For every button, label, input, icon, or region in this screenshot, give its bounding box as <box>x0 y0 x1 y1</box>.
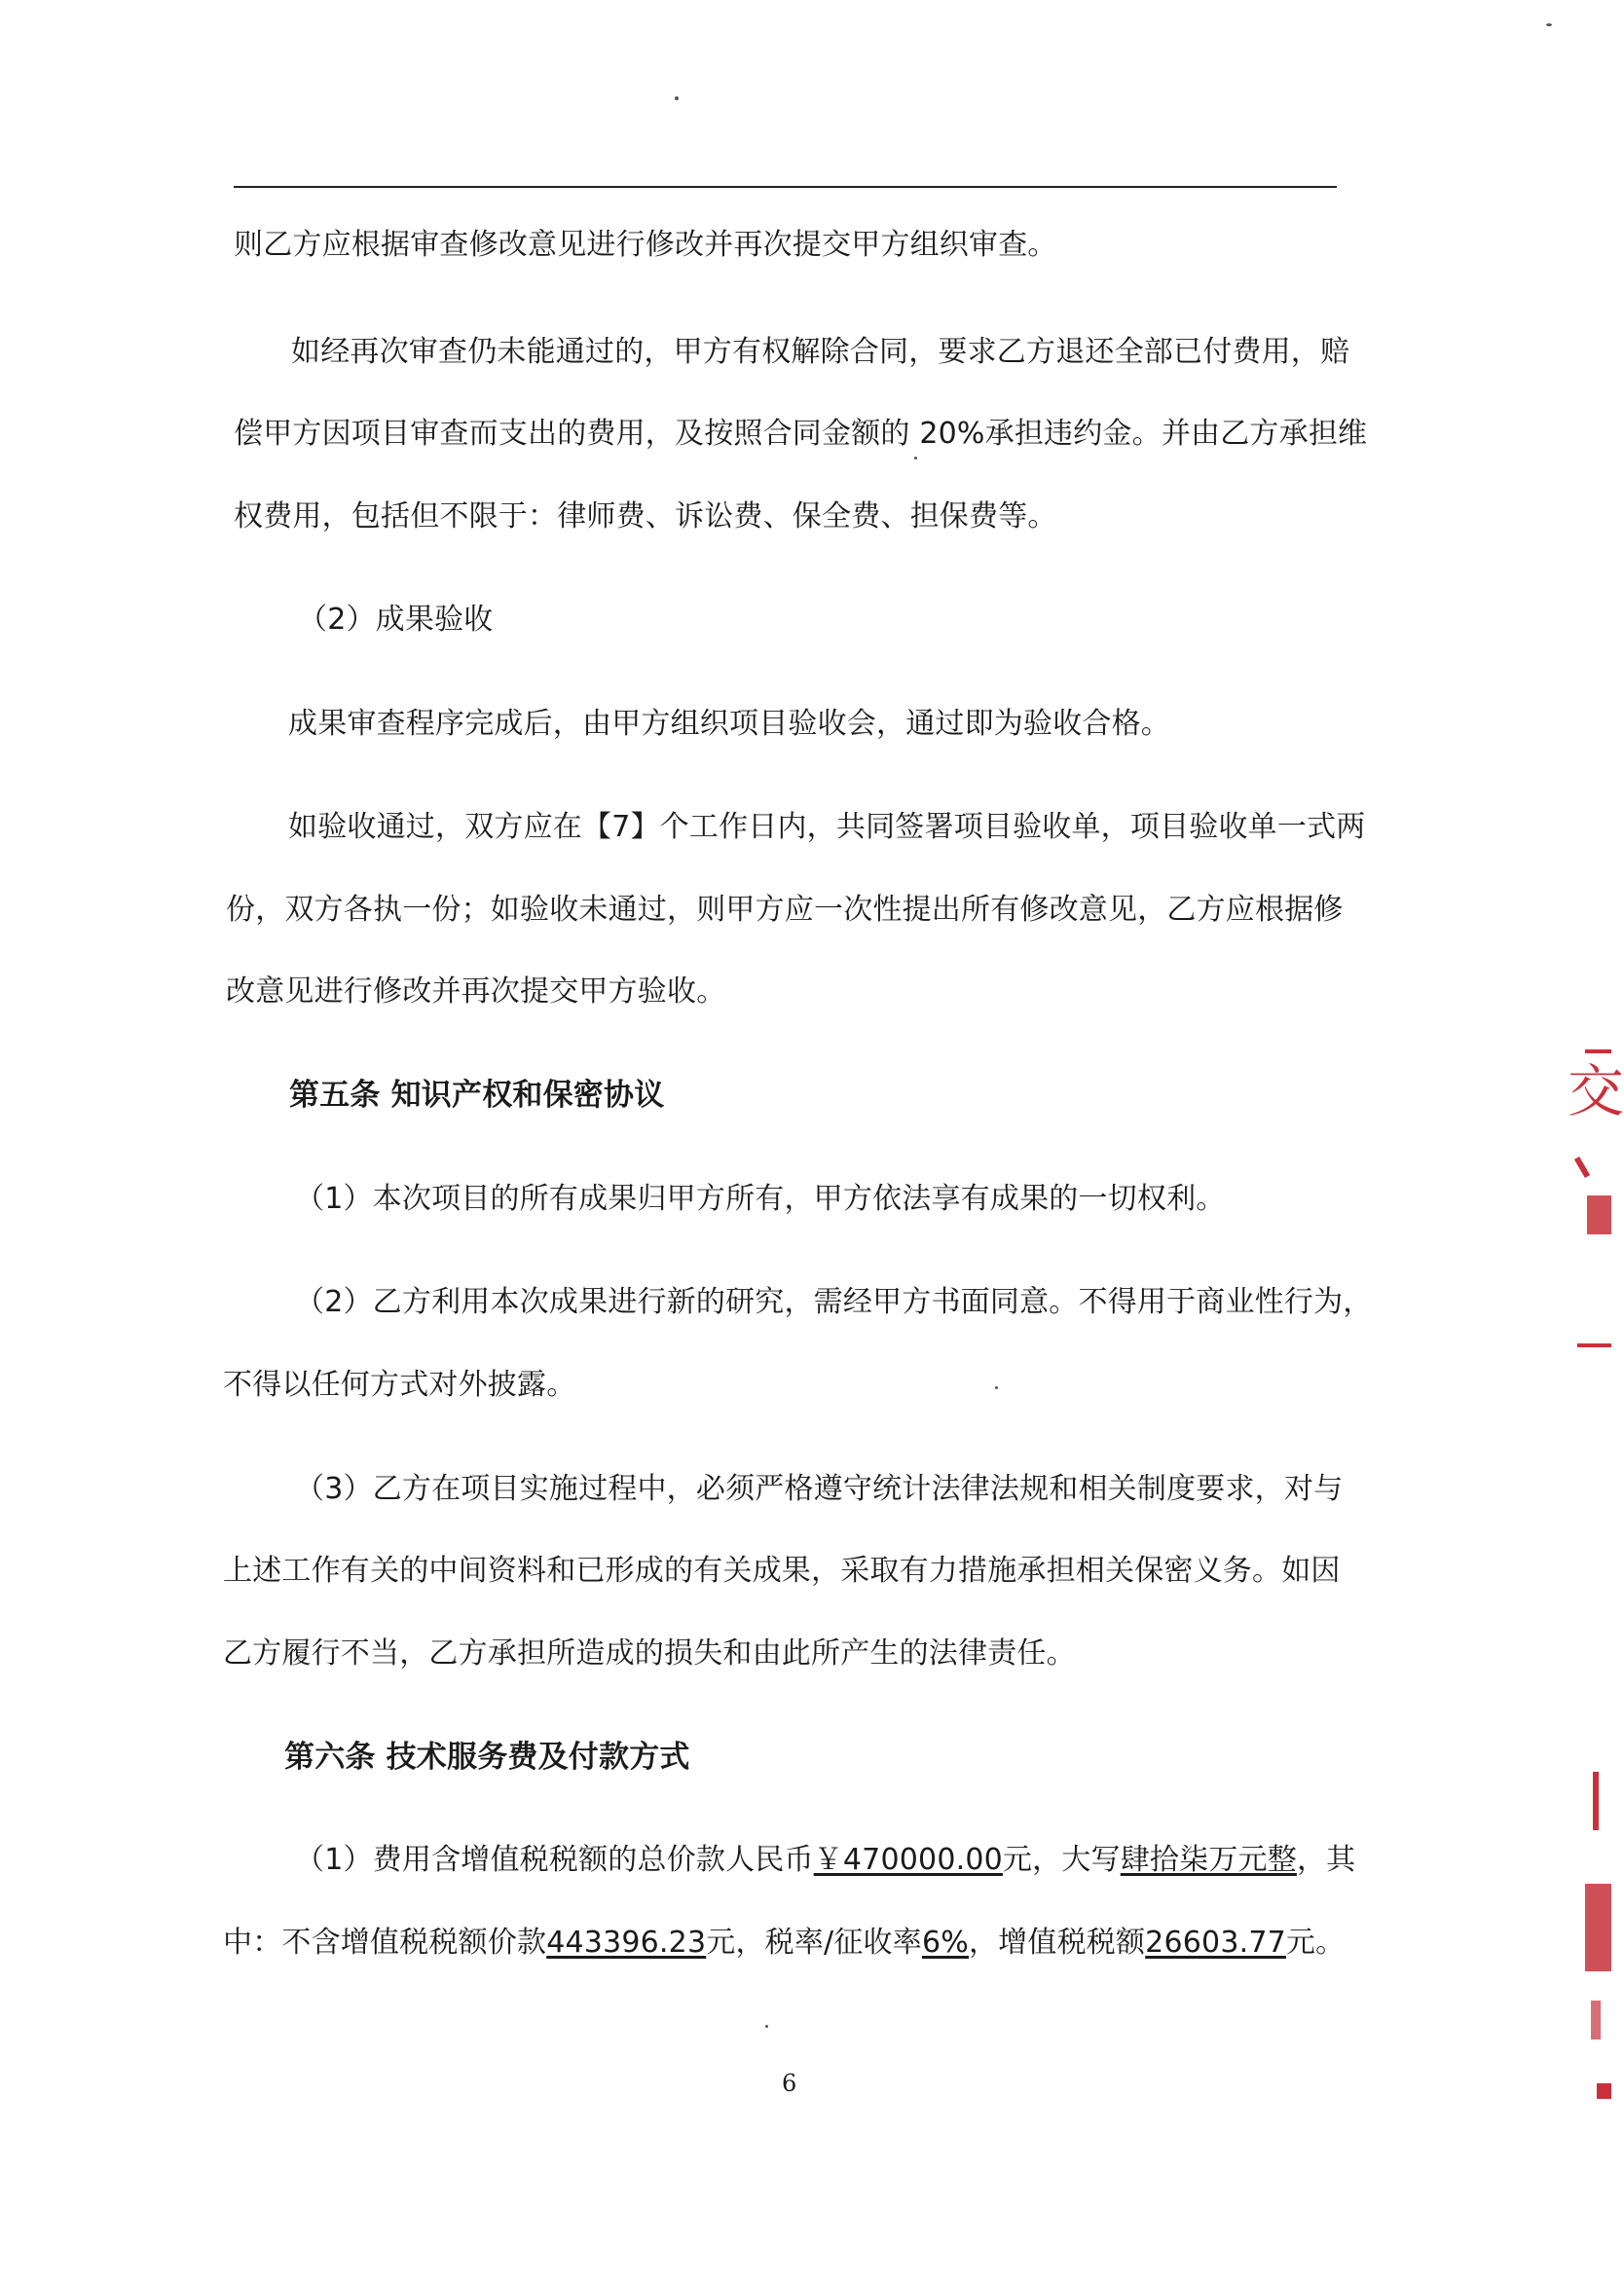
fee-line-2-suffix: 元。 <box>1285 1926 1346 1960</box>
scan-speck <box>675 96 679 100</box>
total-amount-capital: 肆拾柒万元整 <box>1120 1843 1297 1877</box>
seal-fragment <box>1585 1049 1611 1053</box>
text-line-3: 偿甲方因项目审查而支出的费用，及按照合同金额的 20%承担违约金。并由乙方承担维 <box>234 417 1368 451</box>
total-amount: ￥470000.00 <box>813 1843 1003 1877</box>
text-line-13: 不得以任何方式对外披露。 <box>223 1368 576 1402</box>
text-line-9: 改意见进行修改并再次提交甲方验收。 <box>226 974 726 1009</box>
vat-label: ，增值税税额 <box>968 1926 1146 1960</box>
seal-fragment <box>1574 1157 1590 1178</box>
scan-speck <box>914 457 917 459</box>
fee-line-1 <box>295 1841 1355 1880</box>
rate-label: 元，税率/征收率 <box>706 1926 922 1960</box>
text-line-8: 份，双方各执一份；如验收未通过，则甲方应一次性提出所有修改意见，乙方应根据修 <box>226 893 1344 927</box>
fee-line-1-suffix: ，其 <box>1296 1843 1356 1877</box>
seal-fragment <box>1587 1195 1611 1234</box>
fee-line-2-prefix: 中：不含增值税税额价款 <box>223 1926 547 1960</box>
fee-line-1-prefix: （1）费用含增值税税额的总价款人民币 <box>295 1843 814 1877</box>
text-line-6: 成果审查程序完成后，由甲方组织项目验收会，通过即为验收合格。 <box>288 707 1170 741</box>
text-line-7: 如验收通过，双方应在【7】个工作日内，共同签署项目验收单，项目验收单一式两 <box>288 810 1366 844</box>
text-line-16: 乙方履行不当，乙方承担所造成的损失和由此所产生的法律责任。 <box>223 1636 1076 1671</box>
seal-fragment <box>1597 2083 1611 2099</box>
text-line-1: 则乙方应根据审查修改意见进行修改并再次提交甲方组织审查。 <box>234 228 1057 262</box>
article-6-heading: 第六条 技术服务费及付款方式 <box>284 1740 690 1775</box>
article-5-heading: 第五条 知识产权和保密协议 <box>289 1078 665 1113</box>
seal-char: 交 <box>1568 1058 1624 1124</box>
header-rule <box>234 186 1337 188</box>
fee-line-1-unit: 元，大写 <box>1002 1843 1121 1877</box>
text-line-2: 如经再次审查仍未能通过的，甲方有权解除合同，要求乙方退还全部已付费用，赔 <box>291 335 1350 369</box>
text-line-11: （1）本次项目的所有成果归甲方所有，甲方依法享有成果的一切权利。 <box>295 1182 1226 1216</box>
scan-speck <box>995 1386 998 1389</box>
tax-rate: 6% <box>921 1926 969 1960</box>
seal-fragment <box>1593 1772 1599 1830</box>
fee-line-2 <box>223 1924 1345 1963</box>
vat-amount: 26603.77 <box>1145 1926 1286 1960</box>
scan-speck <box>1546 23 1552 26</box>
subheading-acceptance: （2）成果验收 <box>298 603 494 637</box>
text-line-12: （2）乙方利用本次成果进行新的研究，需经甲方书面同意。不得用于商业性行为， <box>295 1285 1373 1319</box>
seal-fragment <box>1577 1343 1611 1347</box>
scan-speck <box>765 2025 768 2028</box>
text-line-4: 权费用，包括但不限于：律师费、诉讼费、保全费、担保费等。 <box>234 499 1057 533</box>
text-line-15: 上述工作有关的中间资料和已形成的有关成果，采取有力措施承担相关保密义务。如因 <box>223 1554 1341 1588</box>
text-line-14: （3）乙方在项目实施过程中，必须严格遵守统计法律法规和相关制度要求，对与 <box>295 1472 1344 1506</box>
net-amount: 443396.23 <box>546 1926 707 1960</box>
seal-fragment <box>1591 2001 1601 2039</box>
seal-fragment <box>1585 1884 1611 1971</box>
page-number: 6 <box>782 2070 797 2097</box>
